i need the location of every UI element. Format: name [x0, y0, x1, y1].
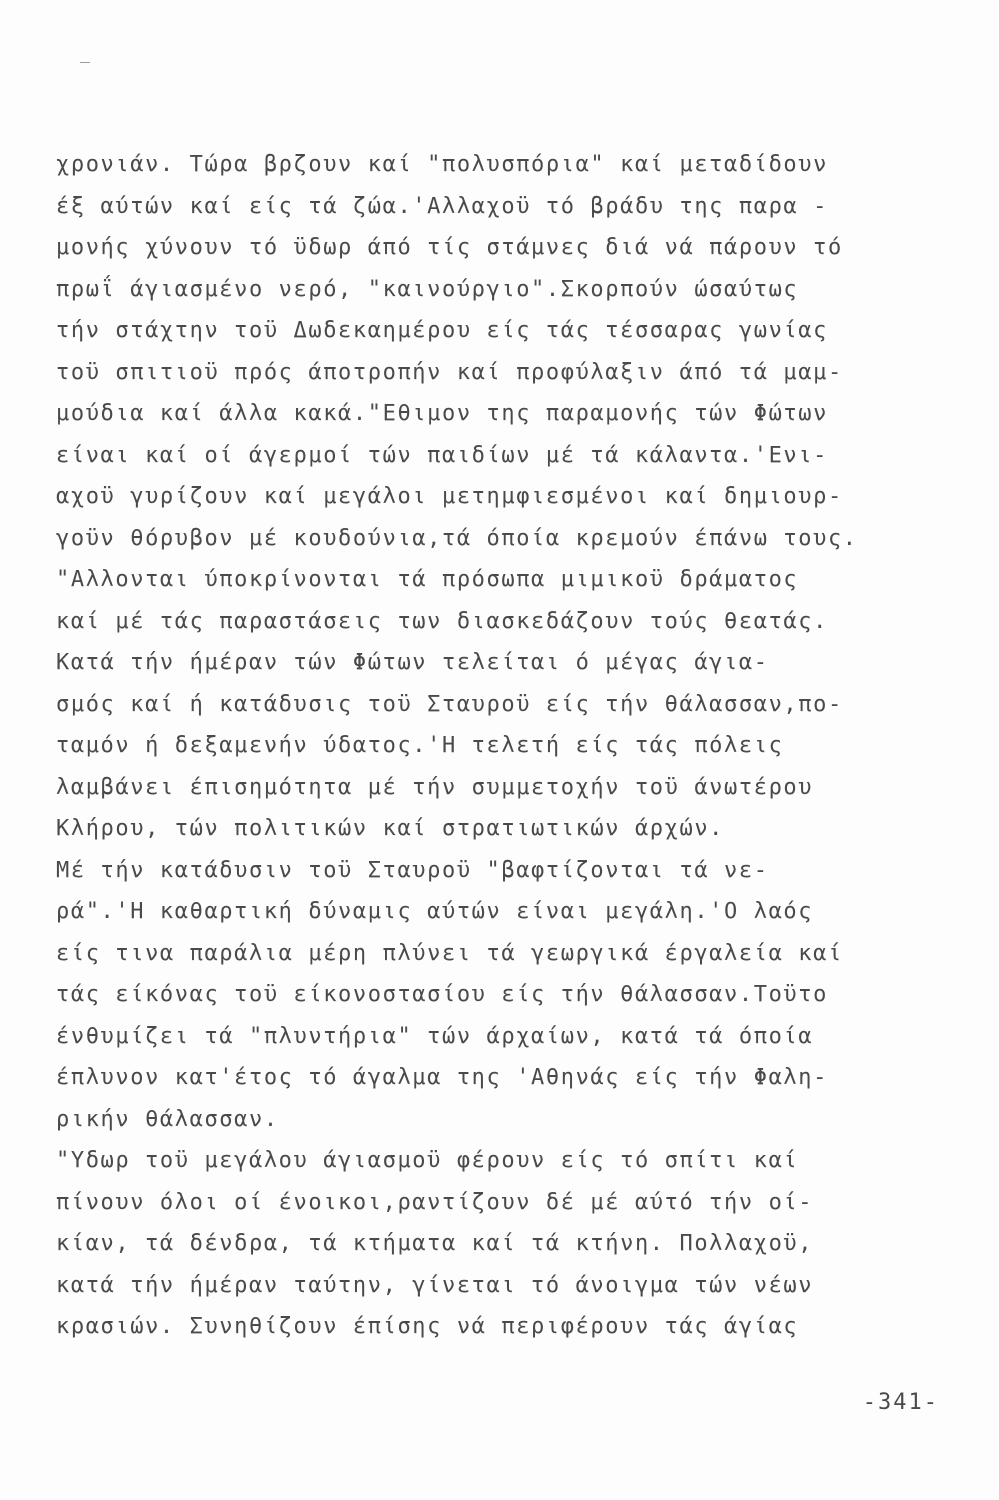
text-line: μονής χύνουν τό ϋδωρ άπό τίς στάμνες διά νά πάρουν τό [56, 235, 843, 260]
text-line: χρονιάν. Τώρα βρζουν καί "πολυσπόρια" καί μεταδίδουν [56, 152, 828, 177]
text-line: είς τινα παράλια μέρη πλύνει τά γεωργικά έργαλεία καί [56, 940, 843, 966]
text-line: σμός καί ή κατάδυσις τοϋ Σταυροϋ είς τήν θάλασσαν,πο- [56, 691, 843, 717]
text-line: κίαν, τά δένδρα, τά κτήματα καί τά κτήνη. Πολλαχοϋ, [56, 1231, 814, 1256]
text-line: μούδια καί άλλα κακά."Εθιμον της παραμονής τών Φώτων [56, 401, 828, 426]
text-line: πρωΐ άγιασμένο νερό, "καινούργιο".Σκορπούν ώσαύτως [56, 276, 799, 302]
text-line: κατά τήν ήμέραν ταύτην, γίνεται τό άνοιγμα τών νέων [56, 1272, 814, 1298]
text-line: κρασιών. Συνηθίζουν έπίσης νά περιφέρουν τάς άγίας [56, 1314, 799, 1339]
text-line: γοϋν θόρυβον μέ κουδούνια,τά όποία κρεμούν έπάνω τους. [56, 525, 858, 551]
text-line: αχοϋ γυρίζουν καί μεγάλοι μετημφιεσμένοι καί δημιουρ- [56, 484, 843, 509]
text-line: Μέ τήν κατάδυσιν τοϋ Σταυροϋ "βαφτίζονται τά νε- [56, 857, 769, 883]
text-line: τάς είκόνας τοϋ είκονοστασίου είς τήν θάλασσαν.Τοϋτο [56, 982, 828, 1007]
text-line: Κατά τήν ήμέραν τών Φώτων τελείται ό μέγας άγια- [56, 650, 769, 675]
text-line: ρά".'Η καθαρτική δύναμις αύτών είναι μεγάλη.'Ο λαός [56, 899, 814, 924]
text-line: λαμβάνει έπισημότητα μέ τήν συμμετοχήν τοϋ άνωτέρου [56, 774, 814, 800]
text-line: ταμόν ή δεξαμενήν ύδατος.'Η τελετή είς τάς πόλεις [56, 733, 784, 758]
text-line: έξ αύτών καί είς τά ζώα.'Αλλαχοϋ τό βράδυ της παρα - [56, 193, 828, 219]
text-line: Κλήρου, τών πολιτικών καί στρατιωτικών άρχών. [56, 816, 725, 841]
text-line: έπλυνον κατ'έτος τό άγαλμα της 'Αθηνάς είς τήν Φαλη- [56, 1065, 828, 1090]
text-line: καί μέ τάς παραστάσεις των διασκεδάζουν τούς θεατάς. [56, 608, 828, 634]
text-line: τοϋ σπιτιοϋ πρός άποτροπήν καί προφύλαξιν άπό τά μαμ- [56, 359, 843, 385]
scan-mark [80, 62, 90, 63]
text-line: ρικήν θάλασσαν. [56, 1106, 279, 1132]
text-line: ένθυμίζει τά "πλυντήρια" τών άρχαίων, κατά τά όποία [56, 1023, 814, 1049]
text-line: πίνουν όλοι οί ένοικοι,ραντίζουν δέ μέ αύτό τήν οί- [56, 1189, 814, 1215]
text-line: είναι καί οί άγερμοί τών παιδίων μέ τά κάλαντα.'Ενι- [56, 442, 828, 468]
page-number: -341- [862, 1390, 939, 1415]
text-line: τήν στάχτην τοϋ Δωδεκαημέρου είς τάς τέσσαρας γωνίας [56, 318, 828, 343]
text-line: "Υδωρ τοϋ μεγάλου άγιασμοϋ φέρουν είς τό σπίτι καί [56, 1148, 799, 1173]
text-line: "Αλλονται ύποκρίνονται τά πρόσωπα μιμικοϋ δράματος [56, 567, 799, 592]
